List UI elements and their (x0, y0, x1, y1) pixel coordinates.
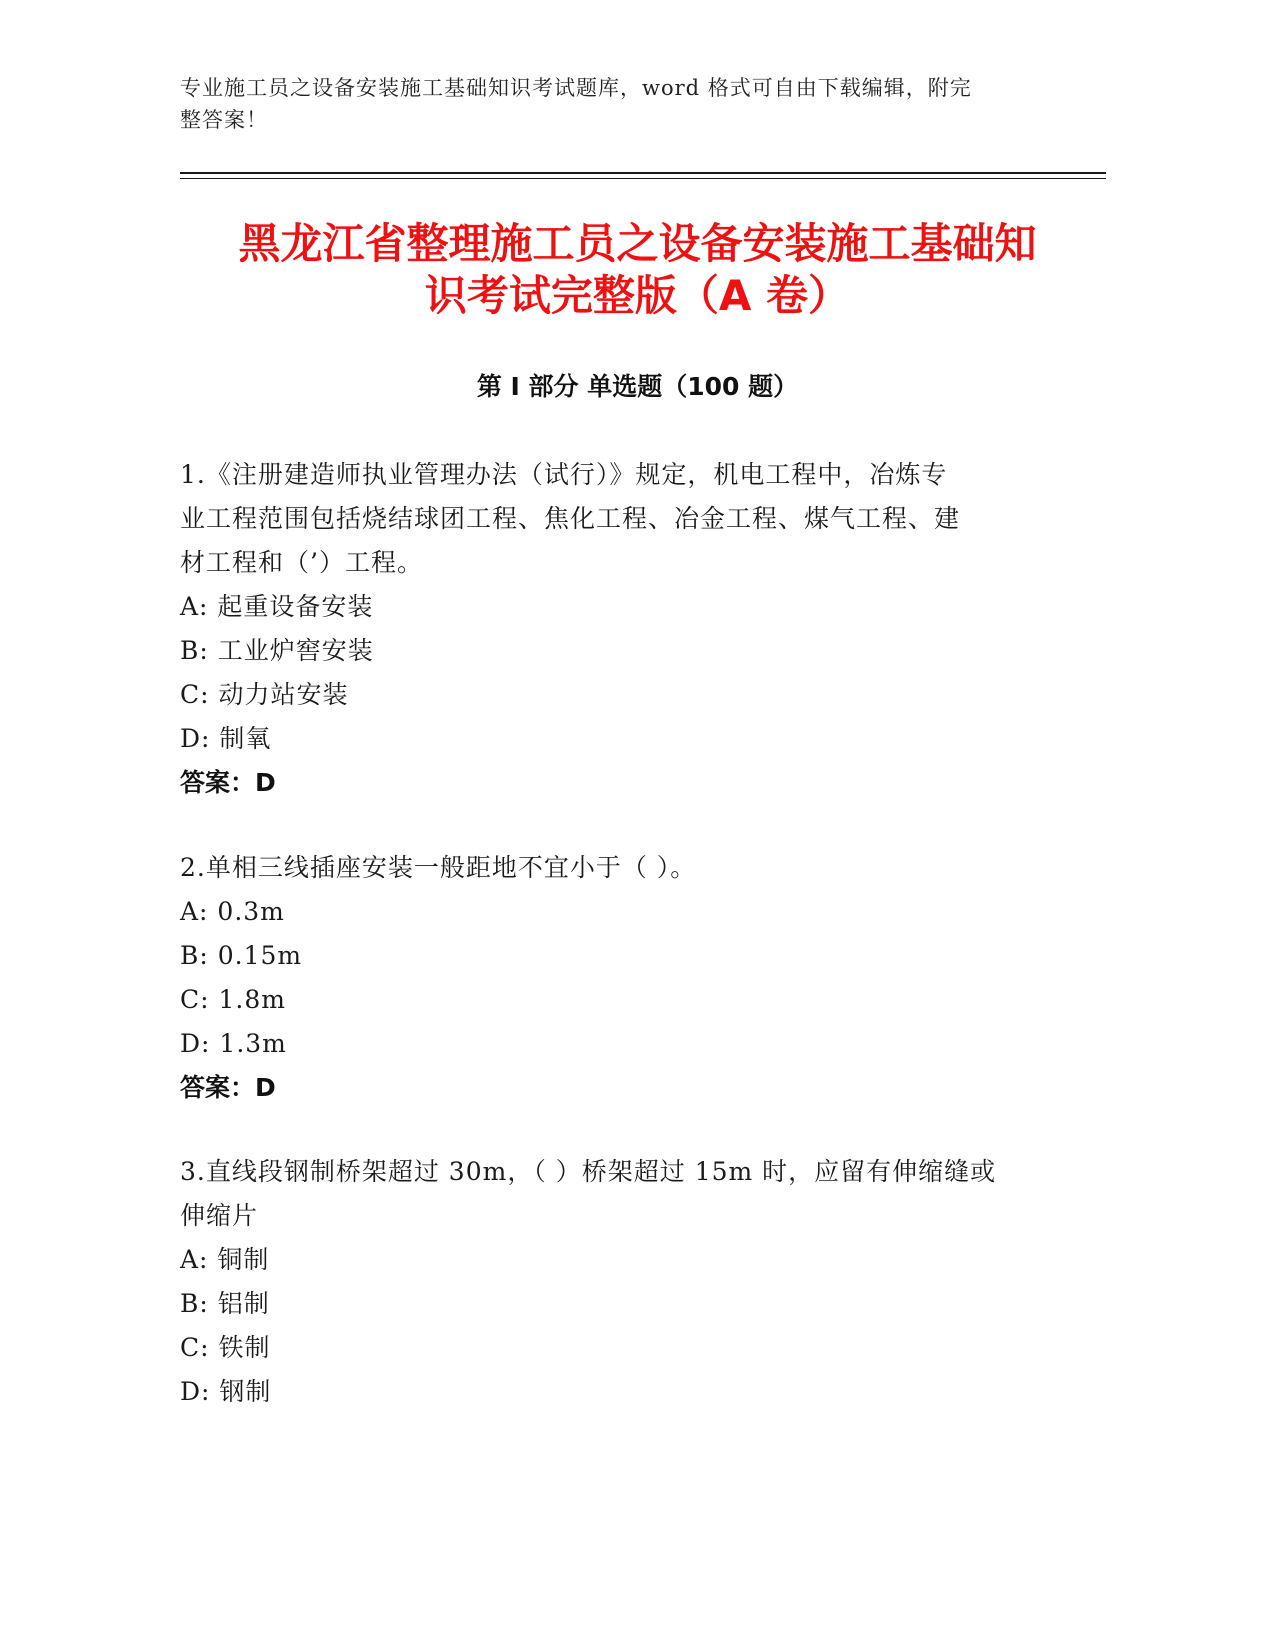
option-b: B: 铝制 (180, 1289, 270, 1318)
option-b: B: 工业炉窖安装 (180, 636, 374, 665)
question-1 (180, 453, 1030, 805)
option-a: A: 铜制 (180, 1245, 270, 1274)
question-stem-line: 业工程范围包括烧结球团工程、焦化工程、冶金工程、煤气工程、建 (180, 504, 961, 533)
option-d: D: 制氧 (180, 724, 272, 753)
header-line-1: 专业施工员之设备安装施工基础知识考试题库，word 格式可自由下载编辑，附完 (180, 76, 972, 100)
option-d: D: 钢制 (180, 1377, 272, 1406)
option-c: C: 1.8m (180, 985, 286, 1014)
option-c: C: 动力站安装 (180, 680, 349, 709)
question-stem-line: 1.《注册建造师执业管理办法（试行）》规定，机电工程中，冶炼专 (180, 460, 948, 489)
question-stem-line: 3.直线段钢制桥架超过 30m，（ ）桥架超过 15m 时，应留有伸缩缝或 (180, 1157, 997, 1186)
option-a: A: 0.3m (180, 897, 285, 926)
question-2 (180, 846, 1030, 1110)
document-title-line-2: 识考试完整版（A 卷） (424, 271, 851, 320)
option-b: B: 0.15m (180, 941, 303, 970)
question-stem-line: 伸缩片 (180, 1201, 259, 1230)
document-title-line-1: 黑龙江省整理施工员之设备安装施工基础知 (238, 219, 1037, 268)
question-3 (180, 1150, 1030, 1414)
option-d: D: 1.3m (180, 1029, 287, 1058)
section-heading: 第 I 部分 单选题（100 题） (476, 372, 799, 401)
answer-label: 答案：D (180, 768, 276, 797)
answer-label: 答案：D (180, 1073, 276, 1102)
option-a: A: 起重设备安装 (180, 592, 374, 621)
header-line-2: 整答案！ (180, 108, 268, 132)
question-stem-line: 材工程和（’）工程。 (180, 548, 423, 577)
header-divider-thick (180, 172, 1106, 174)
option-c: C: 铁制 (180, 1333, 271, 1362)
question-stem-line: 2.单相三线插座安装一般距地不宜小于（ ）。 (180, 853, 697, 882)
page-header (180, 72, 1030, 136)
header-divider-thin (180, 178, 1106, 179)
document-title (150, 218, 1125, 322)
